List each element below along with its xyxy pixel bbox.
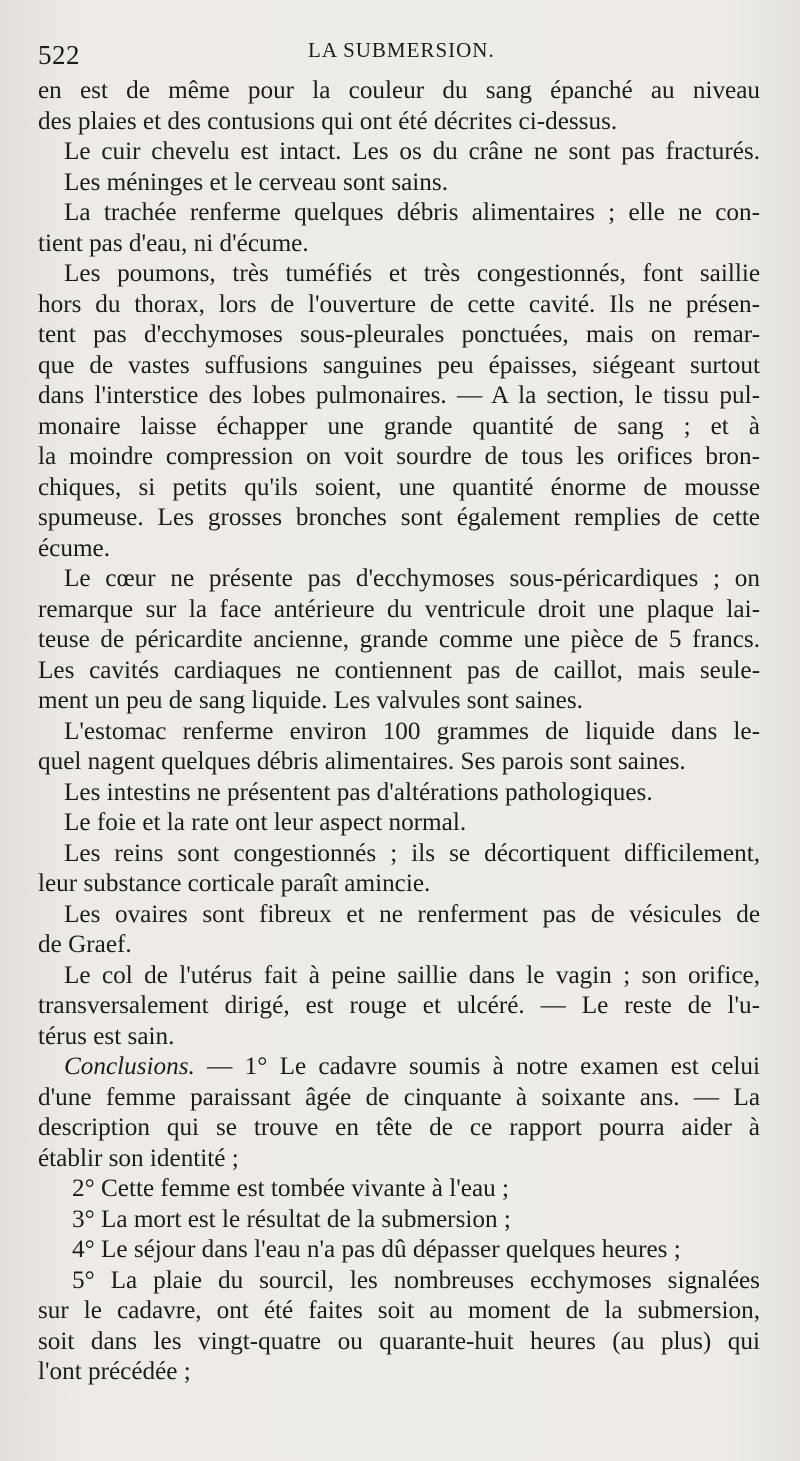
- text-line: L'estomac renferme environ 100 grammes de liquide dans le-: [64, 717, 760, 745]
- text-line: Conclusions. — 1° Le cadavre soumis à notre examen est celui: [64, 1053, 760, 1080]
- running-title: LA SUBMERSION.: [308, 38, 495, 62]
- text-line: tient pas d'eau, ni d'écume.: [38, 229, 309, 257]
- text-line: 5° La plaie du sourcil, les nombreuses ecchymoses signalées: [72, 1266, 760, 1294]
- text-line: des plaies et des contusions qui ont été décrites ci-dessus.: [38, 107, 618, 135]
- text-line: 4° Le séjour dans l'eau n'a pas dû dépasser quelques heures ;: [72, 1236, 681, 1263]
- text-line: établir son identité ;: [38, 1144, 239, 1172]
- text-line: térus est sain.: [38, 1022, 175, 1050]
- text-line: que de vastes suffusions sanguines peu épaisses, siégeant surtout: [38, 351, 760, 379]
- text-line: dans l'interstice des lobes pulmonaires. — A la section, le tissu pul-: [38, 382, 760, 409]
- text-line: leur substance corticale paraît amincie.: [38, 870, 431, 897]
- text-line: Le foie et la rate ont leur aspect normal.: [64, 809, 467, 836]
- text-line: Les intestins ne présentent pas d'altérations pathologiques.: [64, 778, 653, 806]
- text-line: Les ovaires sont fibreux et ne renferment pas de vésicules de: [64, 900, 760, 928]
- text-line: écume.: [38, 534, 111, 562]
- text-line: remarque sur la face antérieure du ventricule droit une plaque lai-: [38, 595, 760, 623]
- text-line: teuse de péricardite ancienne, grande comme une pièce de 5 francs.: [38, 626, 760, 653]
- text-line: de Graef.: [38, 931, 132, 958]
- body-text: [38, 76, 760, 1388]
- text-line: Les cavités cardiaques ne contiennent pas de caillot, mais seule-: [38, 656, 760, 684]
- text-line: la moindre compression on voit sourdre de tous les orifices bron-: [38, 443, 760, 470]
- running-head: [38, 30, 760, 76]
- text-line: ment un peu de sang liquide. Les valvules sont saines.: [38, 687, 583, 714]
- text-line: sur le cadavre, ont été faites soit au moment de la submersion,: [38, 1297, 760, 1324]
- text-line: tent pas d'ecchymoses sous-pleurales ponctuées, mais on remar-: [38, 321, 760, 348]
- text-line: d'une femme paraissant âgée de cinquante à soixante ans. — La: [38, 1083, 760, 1111]
- text-line: 2° Cette femme est tombée vivante à l'eau ;: [72, 1175, 510, 1202]
- text-line: description qui se trouve en tête de ce rapport pourra aider à: [38, 1114, 760, 1141]
- text-line: hors du thorax, lors de l'ouverture de cette cavité. Ils ne présen-: [38, 290, 760, 318]
- text-line: soit dans les vingt-quatre ou quarante-huit heures (au plus) qui: [38, 1327, 760, 1355]
- text-line: 3° La mort est le résultat de la submersion ;: [72, 1205, 511, 1233]
- text-line: monaire laisse échapper une grande quantité de sang ; et à: [38, 412, 760, 440]
- text-line: Le col de l'utérus fait à peine saillie dans le vagin ; son orifice,: [64, 961, 760, 989]
- text-line: Les poumons, très tuméfiés et très congestionnés, font saillie: [64, 260, 760, 287]
- text-line: La trachée renferme quelques débris alimentaires ; elle ne con-: [64, 199, 760, 226]
- text-line: Les reins sont congestionnés ; ils se décortiquent difficilement,: [64, 839, 760, 867]
- text-line: transversalement dirigé, est rouge et ulcéré. — Le reste de l'u-: [38, 992, 760, 1019]
- text-line: Les méninges et le cerveau sont sains.: [64, 168, 448, 196]
- text-line: Le cuir chevelu est intact. Les os du crâne ne sont pas fracturés.: [64, 138, 760, 165]
- text-line: Le cœur ne présente pas d'ecchymoses sous-péricardiques ; on: [64, 565, 760, 592]
- text-line: quel nagent quelques débris alimentaires. Ses parois sont saines.: [38, 748, 686, 775]
- page-number: 522: [38, 40, 80, 70]
- text-line: chiques, si petits qu'ils soient, une quantité énorme de mousse: [38, 473, 760, 501]
- text-line: l'ont précédée ;: [38, 1358, 191, 1385]
- text-line: en est de même pour la couleur du sang épanché au niveau: [38, 77, 760, 104]
- text-line: spumeuse. Les grosses bronches sont également remplies de cette: [38, 504, 760, 531]
